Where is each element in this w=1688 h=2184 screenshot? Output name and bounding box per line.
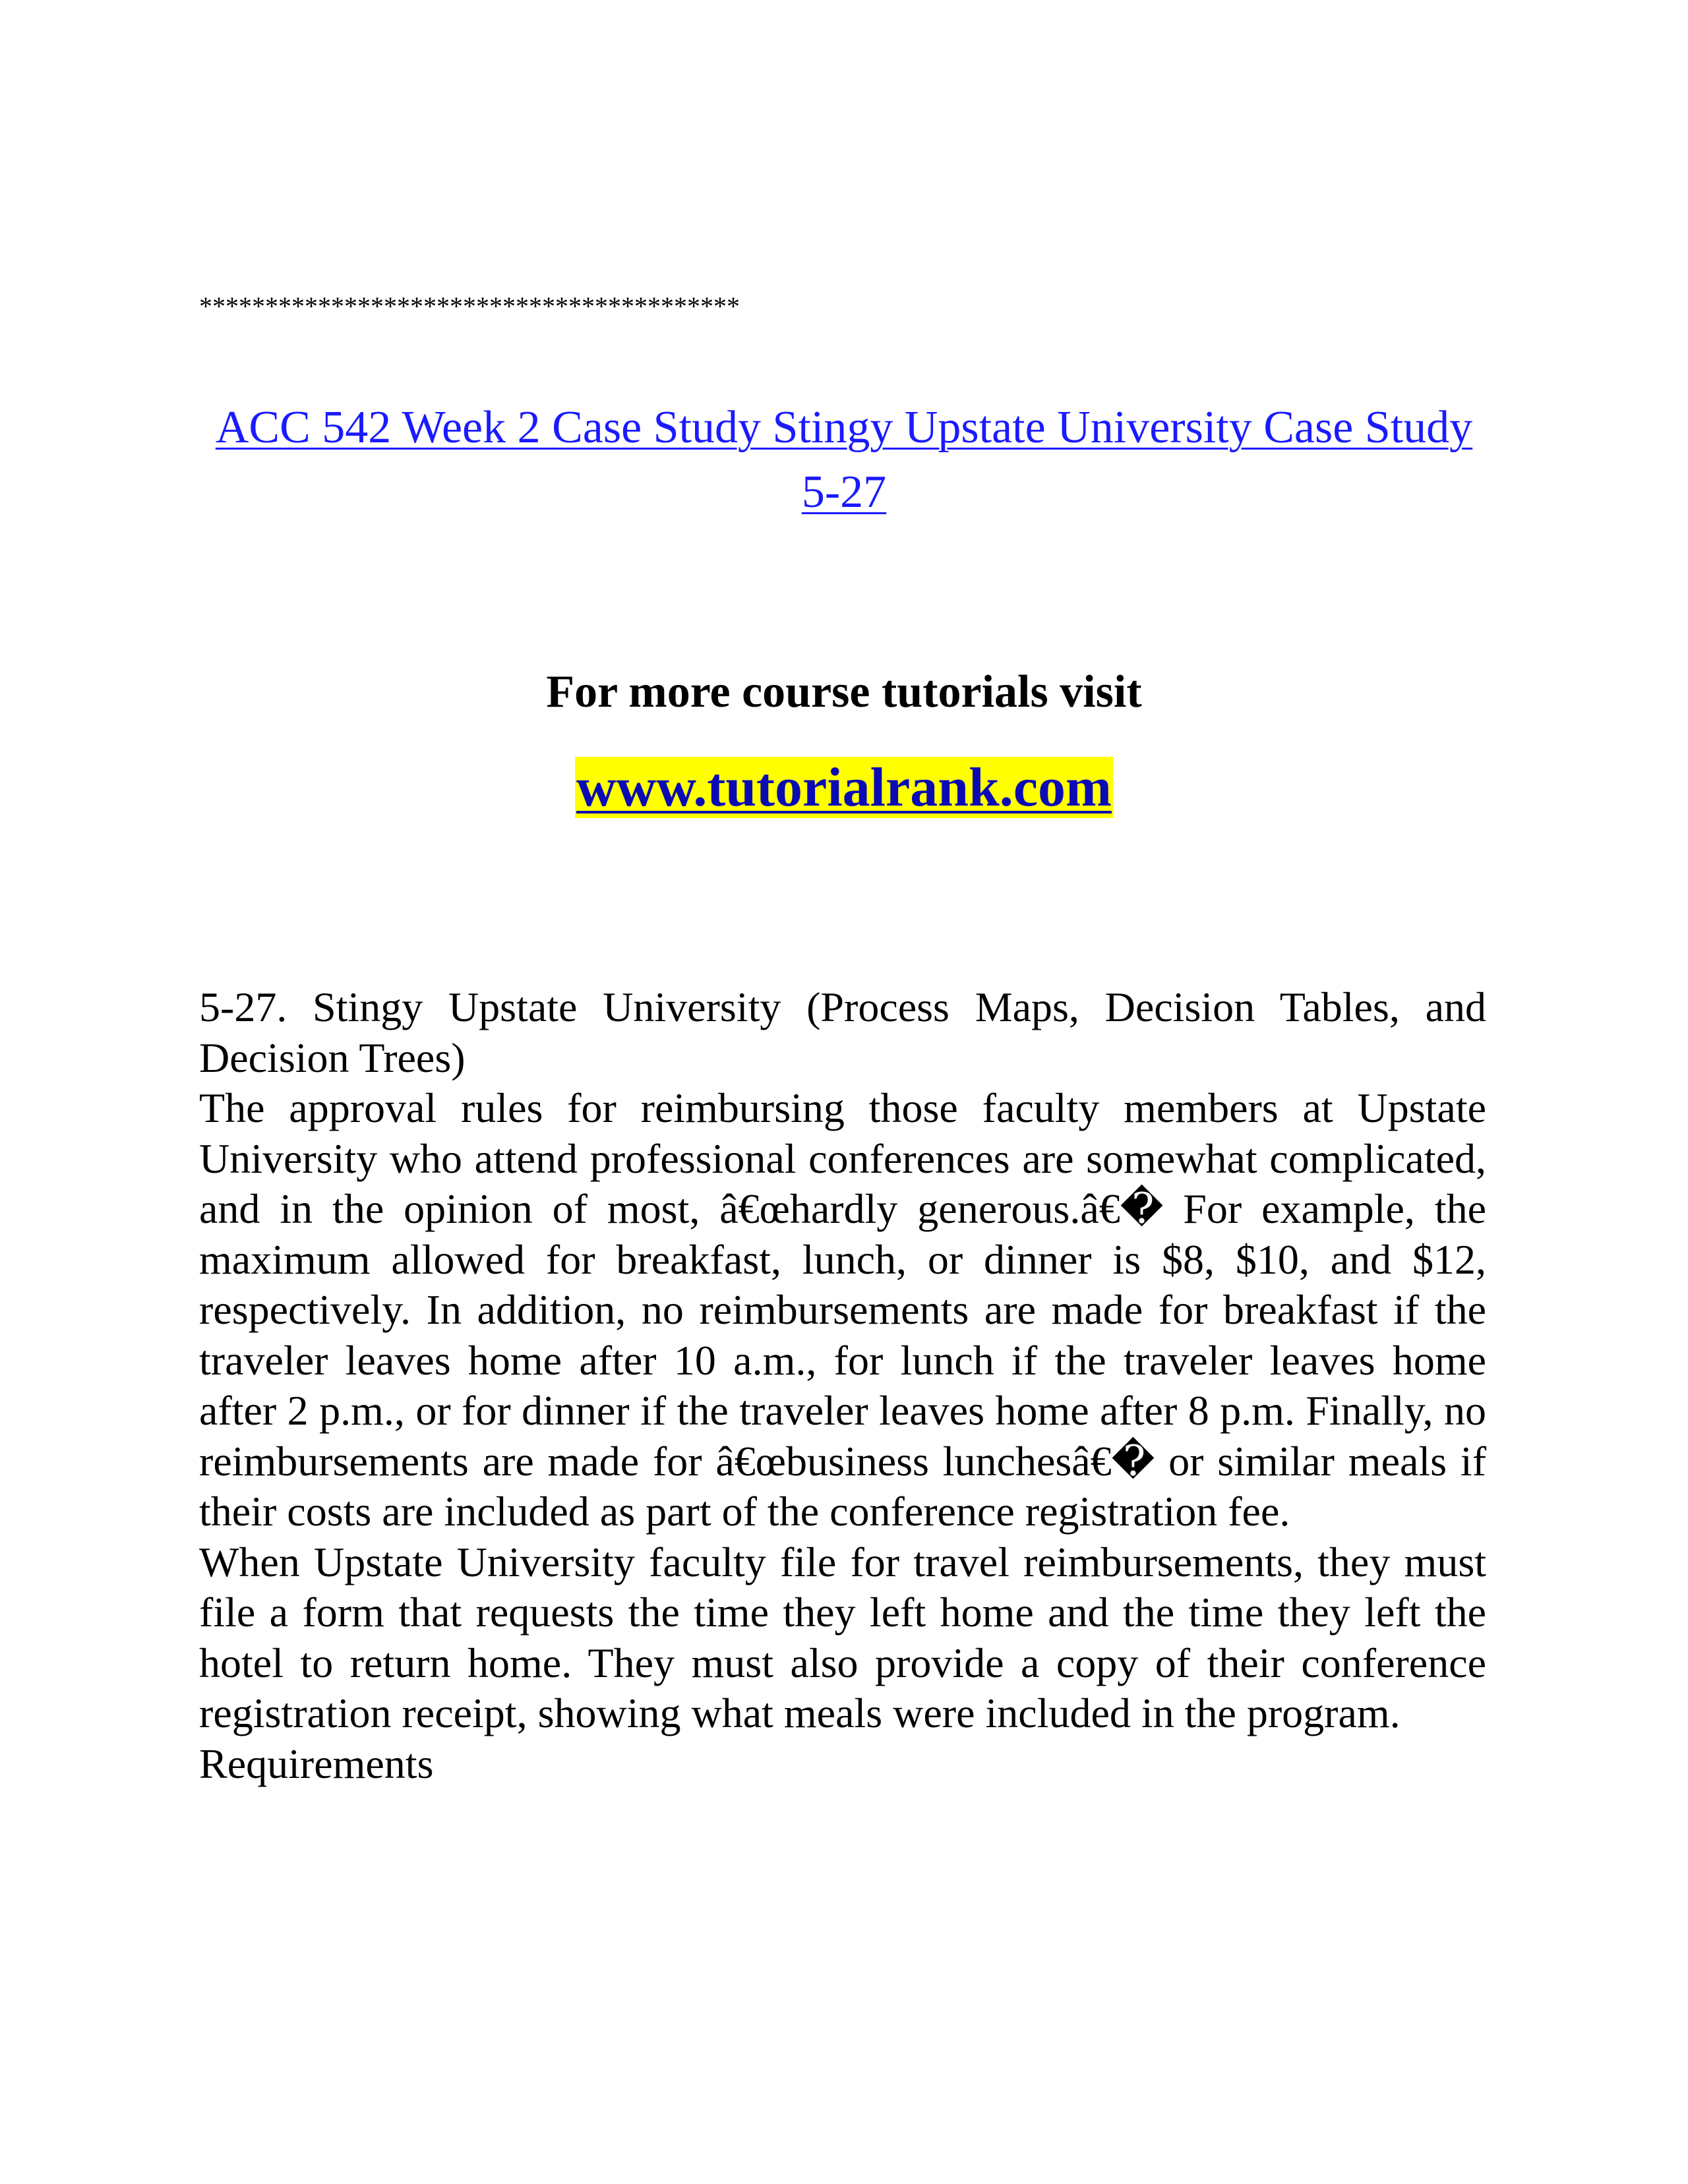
- case-heading: 5-27. Stingy Upstate University (Process Maps, Decision Tables, and Decision Trees): [199, 984, 1486, 1081]
- body-text: [199, 982, 1486, 1789]
- promo-url: [198, 752, 1490, 824]
- website-link[interactable]: www.tutorialrank.com: [576, 757, 1112, 818]
- paragraph-reimbursement-rules: The approval rules for reimbursing those faculty members at Upstate University who attend professional conferences are somewhat complicated, and in the opinion of most, â€œhardly generous.â€� For example, the maximum allowed for breakfast, lunch, or dinner is $8, $10, and $12, respectively. In addition, no reimbursements are made for breakfast if the traveler leaves home after 10 a.m., for lunch if the traveler leaves home after 2 p.m., or for dinner if the traveler leaves home after 8 p.m. Finally, no reimbursements are made for â€œbusiness lunchesâ€� or similar meals if their costs are included as part of the conference registration fee.: [199, 1084, 1486, 1535]
- promo-text: For more course tutorials visit: [546, 666, 1142, 717]
- requirements-heading: Requirements: [199, 1740, 434, 1787]
- page-title: [198, 396, 1490, 525]
- paragraph-filing-process: When Upstate University faculty file for travel reimbursements, they must file a form that requests the time they left home and the time they left the hotel to return home. They must also provide a copy of their conference registration receipt, showing what meals were included in the program.: [199, 1538, 1486, 1736]
- title-link[interactable]: ACC 542 Week 2 Case Study Stingy Upstate University Case Study 5-27: [215, 402, 1473, 517]
- separator-line: *****************************************: [199, 291, 740, 321]
